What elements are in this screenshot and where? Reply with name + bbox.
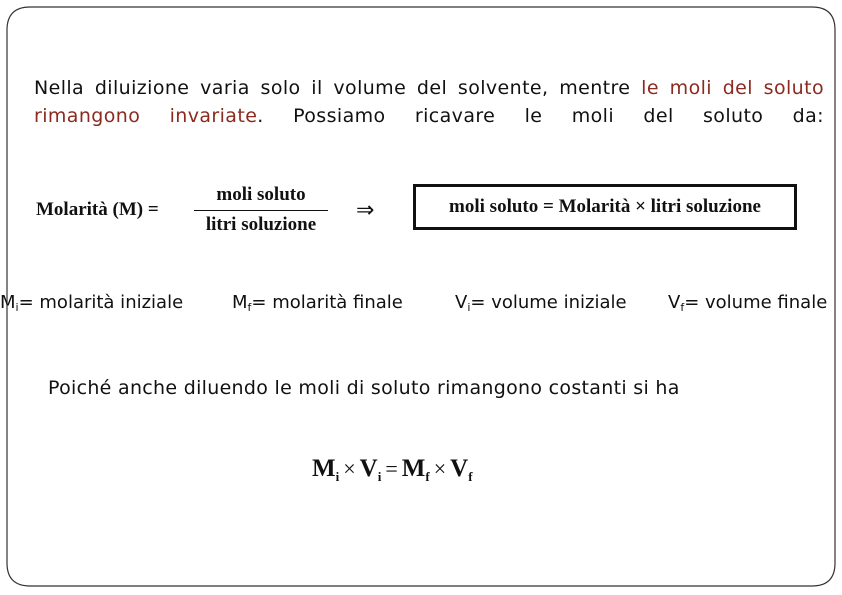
implies-symbol: ⇒ bbox=[356, 198, 375, 223]
intro-text-part2: . Possiamo ricavare le moli del soluto da: bbox=[257, 105, 824, 127]
definition-text: = molarità finale bbox=[251, 292, 403, 313]
times-symbol: × bbox=[433, 456, 447, 481]
fraction-denominator: litri soluzione bbox=[205, 214, 317, 235]
definition-text: = volume finale bbox=[684, 292, 828, 313]
definition-vf bbox=[668, 292, 827, 314]
definition-symbol: M bbox=[232, 292, 248, 313]
subscript-f: f bbox=[468, 469, 473, 484]
times-symbol: × bbox=[343, 456, 356, 481]
molarity-fraction bbox=[194, 184, 328, 236]
definition-subscript: i bbox=[467, 301, 471, 314]
definition-subscript: f bbox=[680, 301, 685, 314]
subscript-i: i bbox=[335, 469, 340, 484]
boxed-moles-formula: moli soluto = Molarità × litri soluzione bbox=[413, 184, 797, 230]
definition-subscript: i bbox=[15, 301, 19, 314]
molarity-lhs: Molarità (M) = bbox=[36, 199, 159, 220]
intro-text-part1: Nella diluizione varia solo il volume del solvente, mentre bbox=[34, 77, 642, 99]
definition-text: = volume iniziale bbox=[470, 292, 627, 313]
definition-mf bbox=[232, 292, 403, 314]
conclusion-text: Poiché anche diluendo le moli di soluto rimangono costanti si ha bbox=[48, 377, 680, 399]
symbol-m-final: M bbox=[401, 455, 426, 482]
symbol-m-initial: M bbox=[312, 455, 336, 482]
subscript-i: i bbox=[377, 469, 382, 484]
intro-paragraph bbox=[34, 74, 824, 130]
definition-mi bbox=[0, 292, 183, 314]
subscript-f: f bbox=[425, 469, 430, 484]
definition-symbol: M bbox=[0, 292, 16, 313]
definition-symbol: V bbox=[455, 292, 468, 313]
definition-symbol: V bbox=[668, 292, 681, 313]
definition-subscript: f bbox=[247, 301, 252, 314]
dilution-formula bbox=[312, 455, 473, 485]
symbol-v-final: V bbox=[450, 455, 469, 482]
equals-symbol: = bbox=[385, 456, 398, 481]
intro-highlight: le moli del soluto rimangono invariate bbox=[34, 77, 824, 127]
symbol-v-initial: V bbox=[359, 455, 378, 482]
definition-vi bbox=[455, 292, 627, 314]
fraction-bar bbox=[194, 210, 328, 211]
definition-text: = molarità iniziale bbox=[18, 292, 184, 313]
fraction-numerator: moli soluto bbox=[216, 184, 306, 205]
